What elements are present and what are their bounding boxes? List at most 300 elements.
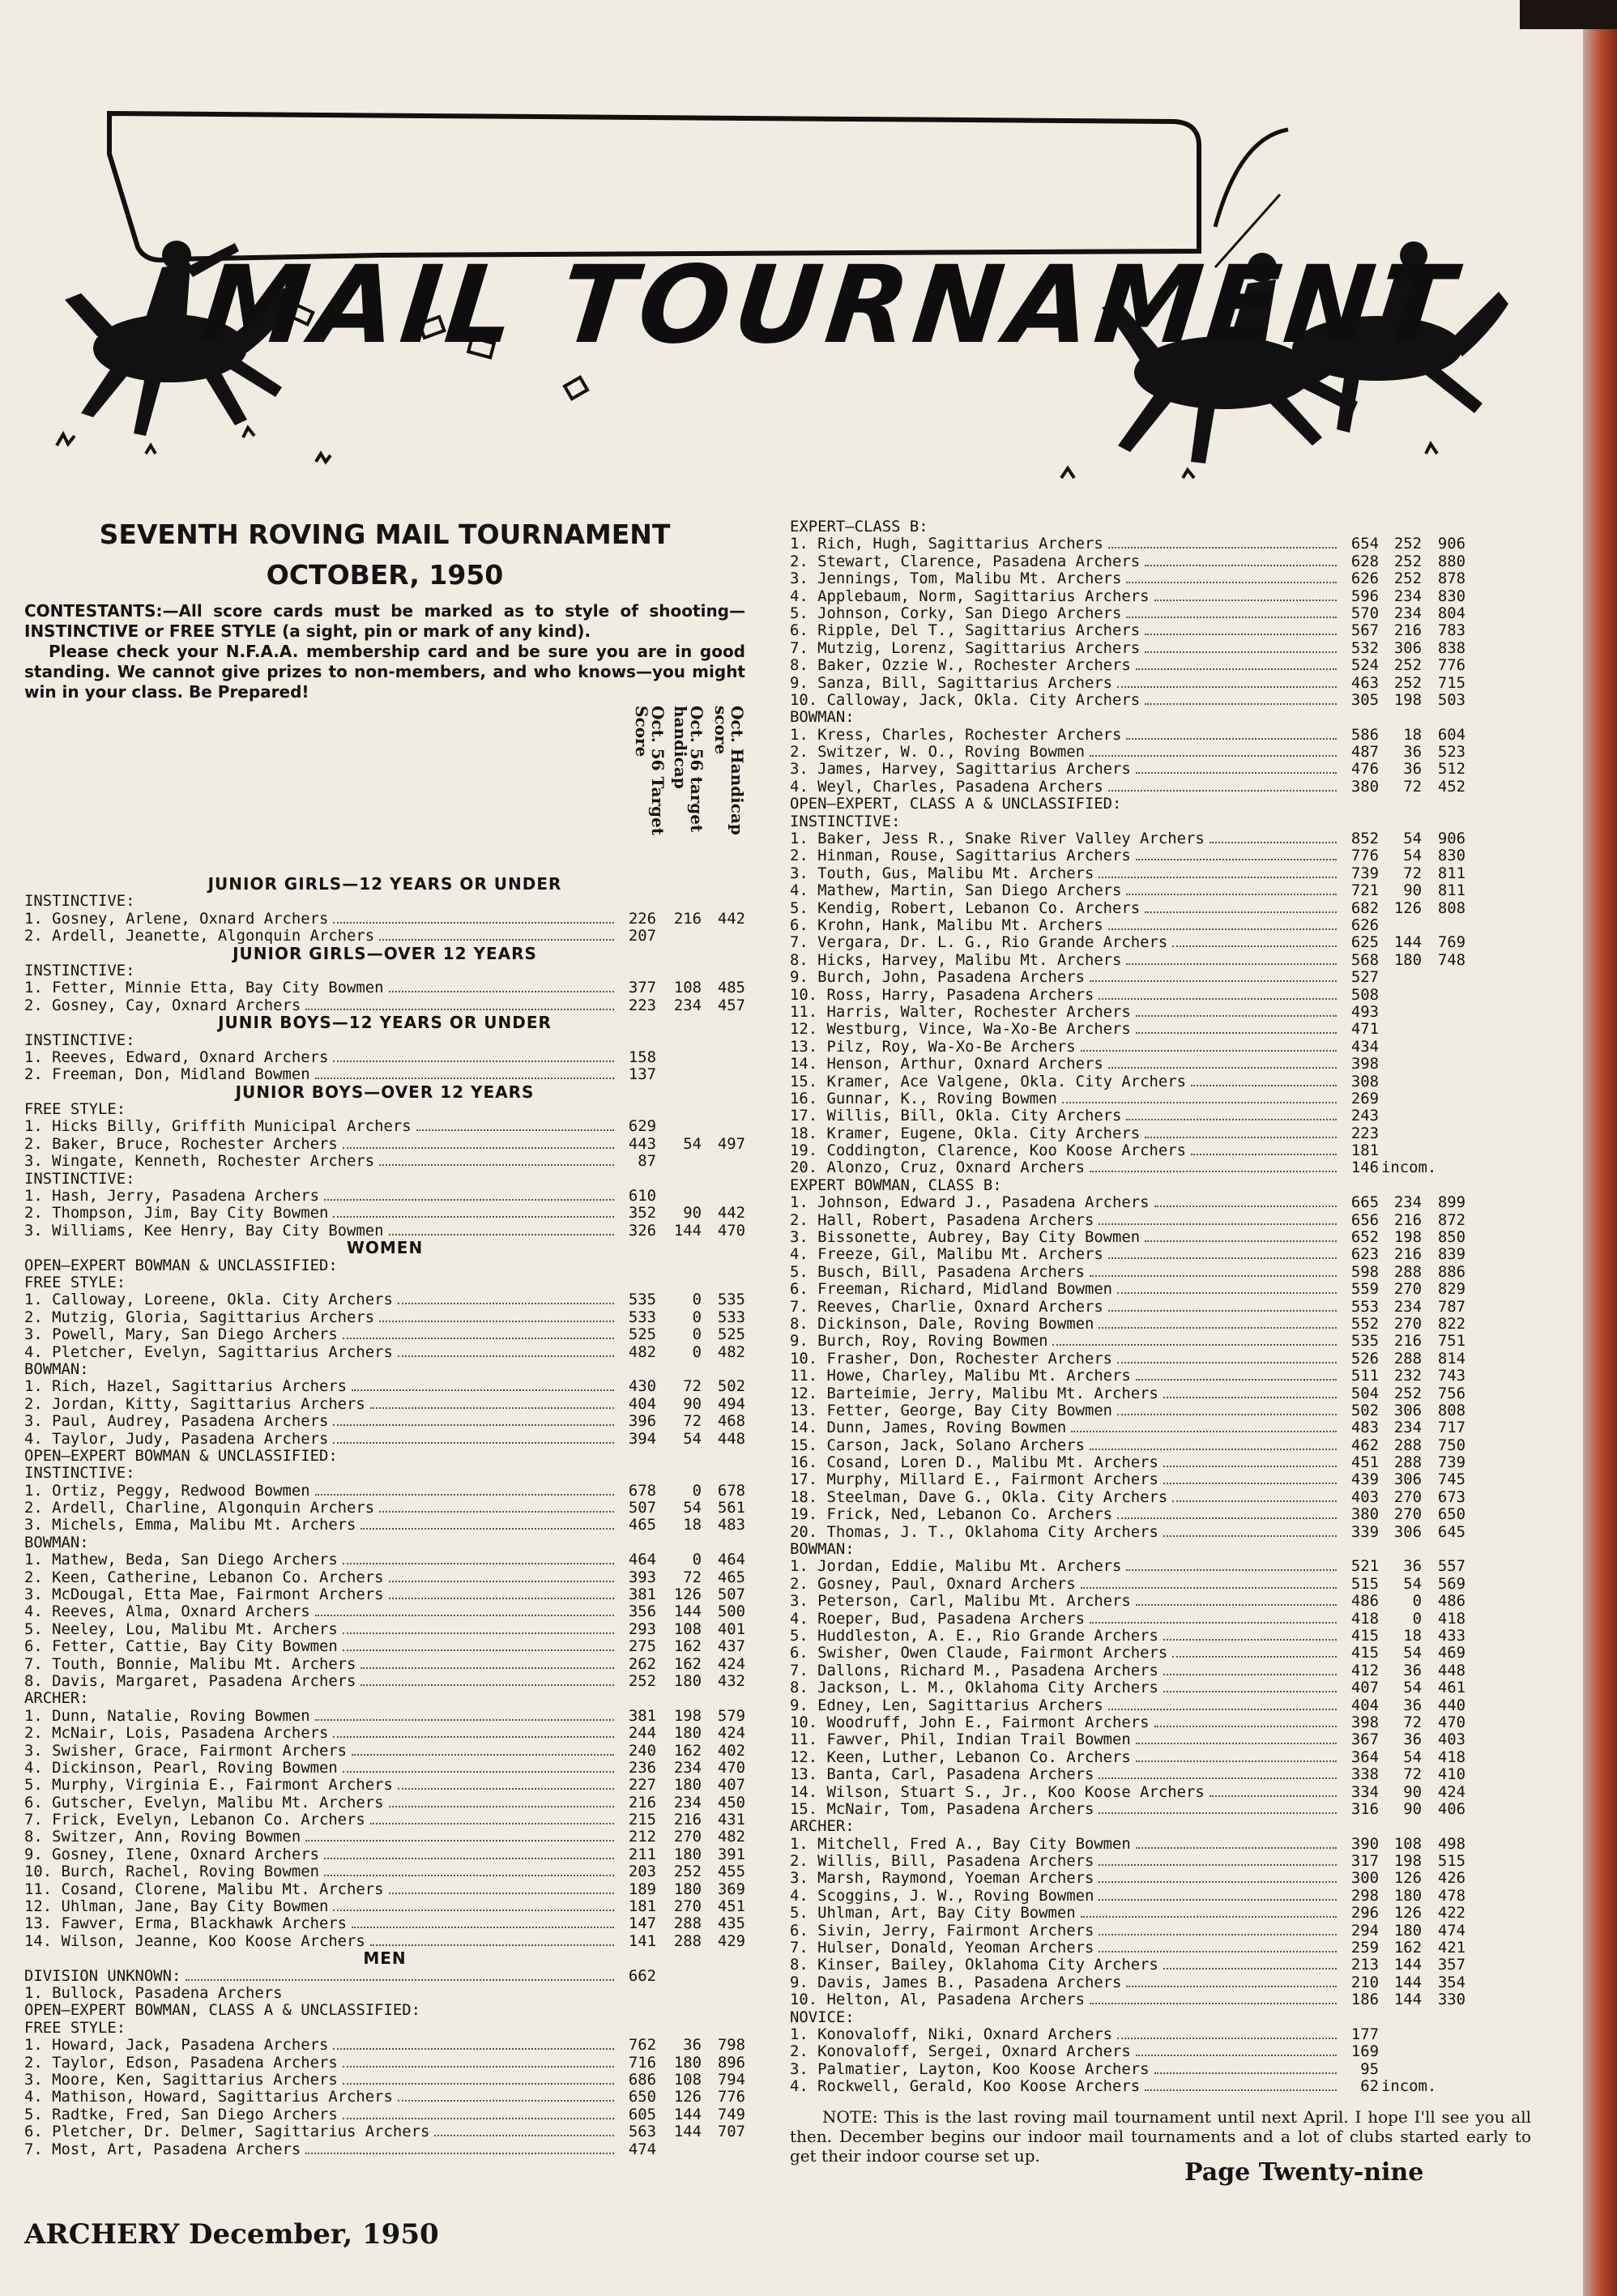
target-score: 240 bbox=[628, 1742, 656, 1760]
archer-name: 7. Frick, Evelyn, Lebanon Co. Archers bbox=[24, 1812, 365, 1829]
handicap-score: 808 bbox=[1437, 899, 1466, 917]
target-score: 87 bbox=[638, 1153, 656, 1171]
result-row bbox=[790, 570, 1531, 587]
archer-name: 5. Murphy, Virginia E., Fairmont Archers bbox=[24, 1777, 393, 1795]
target-handicap: 144 bbox=[1393, 934, 1422, 952]
target-score: 515 bbox=[1350, 1575, 1379, 1593]
result-row bbox=[790, 1888, 1531, 1905]
handicap-score: 896 bbox=[717, 2054, 745, 2072]
result-row bbox=[24, 2106, 745, 2123]
archer-name: 7. Mutzig, Lorenz, Sagittarius Archers bbox=[790, 639, 1141, 657]
target-handicap: 162 bbox=[1393, 1940, 1422, 1957]
archer-name: 6. Ripple, Del T., Sagittarius Archers bbox=[790, 622, 1141, 640]
target-handicap: 0 bbox=[1412, 1610, 1422, 1628]
archer-name: 8. Switzer, Ann, Roving Bowmen bbox=[24, 1829, 301, 1846]
target-score: 223 bbox=[1350, 1125, 1379, 1142]
leader-dots bbox=[1126, 963, 1337, 965]
result-row bbox=[790, 622, 1531, 639]
result-row bbox=[790, 934, 1531, 951]
handicap-score: 739 bbox=[1437, 1454, 1466, 1472]
archer-name: 12. Keen, Luther, Lebanon Co. Archers bbox=[790, 1748, 1131, 1766]
target-score: 275 bbox=[628, 1638, 656, 1656]
target-score: 762 bbox=[628, 2037, 656, 2055]
leader-dots bbox=[1108, 547, 1337, 548]
category-label: FREE STYLE: bbox=[24, 2019, 126, 2037]
handicap-score: 507 bbox=[717, 1586, 745, 1604]
result-row bbox=[24, 1795, 745, 1812]
target-score: 654 bbox=[1350, 536, 1379, 553]
leader-dots bbox=[343, 2083, 614, 2085]
target-score: 203 bbox=[628, 1863, 656, 1881]
handicap-score: 424 bbox=[717, 1655, 745, 1673]
target-score: 559 bbox=[1350, 1281, 1379, 1299]
leader-dots bbox=[1154, 1726, 1337, 1727]
target-handicap: 36 bbox=[1403, 1731, 1422, 1749]
archer-name: 6. Swisher, Owen Claude, Fairmont Archers bbox=[790, 1645, 1168, 1662]
section-heading: JUNIR BOYS—12 YEARS OR UNDER bbox=[218, 1014, 552, 1032]
target-score: 415 bbox=[1350, 1628, 1379, 1645]
target-handicap: 234 bbox=[1393, 1419, 1422, 1437]
leader-dots bbox=[1163, 1397, 1337, 1398]
target-score: 678 bbox=[628, 1482, 656, 1500]
result-row bbox=[24, 1517, 745, 1534]
result-row bbox=[790, 830, 1531, 847]
archer-name: 15. Kramer, Ace Valgene, Okla. City Archers bbox=[790, 1073, 1187, 1090]
section-heading: JUNIOR GIRLS—OVER 12 YEARS bbox=[233, 945, 537, 962]
leader-dots bbox=[1126, 894, 1337, 895]
target-handicap: 108 bbox=[1393, 1835, 1422, 1853]
target-handicap: 72 bbox=[1403, 1713, 1422, 1731]
binding-edge bbox=[1583, 0, 1617, 2296]
target-handicap: incom. bbox=[1381, 1159, 1437, 1177]
leader-dots bbox=[333, 1061, 614, 1062]
target-score: 294 bbox=[1350, 1922, 1379, 1940]
target-score: 381 bbox=[628, 1707, 656, 1725]
handicap-score: 678 bbox=[717, 1482, 745, 1500]
handicap-score: 743 bbox=[1437, 1368, 1466, 1385]
target-handicap: 144 bbox=[673, 2106, 702, 2123]
archer-name: 1. Kress, Charles, Rochester Archers bbox=[790, 726, 1122, 744]
target-score: 243 bbox=[1350, 1107, 1379, 1125]
leader-dots bbox=[1163, 1535, 1337, 1537]
archer-name: 2. Switzer, W. O., Roving Bowmen bbox=[790, 744, 1085, 762]
result-row bbox=[790, 900, 1531, 917]
archer-name: 9. Sanza, Bill, Sagittarius Archers bbox=[790, 674, 1113, 692]
archer-name: 8. Hicks, Harvey, Malibu Mt. Archers bbox=[790, 951, 1122, 969]
archer-name: 4. Rockwell, Gerald, Koo Koose Archers bbox=[790, 2078, 1141, 2096]
archer-name: 6. Sivin, Jerry, Fairmont Archers bbox=[790, 1922, 1094, 1940]
target-score: 776 bbox=[1350, 847, 1379, 865]
leader-dots bbox=[1090, 980, 1337, 982]
archer-name: 2. Stewart, Clarence, Pasadena Archers bbox=[790, 553, 1141, 570]
right-column bbox=[790, 519, 1531, 2166]
target-handicap: 162 bbox=[673, 1655, 702, 1673]
left-results-list bbox=[24, 876, 745, 2158]
binding-shadow bbox=[1520, 0, 1617, 29]
archer-name: 4. Pletcher, Evelyn, Sagittarius Archers bbox=[24, 1343, 393, 1361]
target-handicap: 234 bbox=[673, 996, 702, 1014]
handicap-score: 829 bbox=[1437, 1281, 1466, 1299]
target-handicap: 288 bbox=[1393, 1350, 1422, 1368]
archer-name: 4. Scoggins, J. W., Roving Bowmen bbox=[790, 1887, 1094, 1905]
result-row bbox=[790, 1489, 1531, 1506]
leader-dots bbox=[379, 1164, 614, 1166]
handicap-score: 455 bbox=[717, 1863, 745, 1881]
archer-name: 1. Gosney, Arlene, Oxnard Archers bbox=[24, 910, 329, 928]
target-score: 308 bbox=[1350, 1073, 1379, 1090]
target-score: 356 bbox=[628, 1603, 656, 1621]
result-row bbox=[24, 1291, 745, 1308]
leader-dots bbox=[370, 1944, 614, 1946]
target-handicap: 18 bbox=[683, 1517, 702, 1534]
archer-name: 4. Reeves, Alma, Oxnard Archers bbox=[24, 1603, 310, 1621]
handicap-score: 906 bbox=[1437, 536, 1466, 553]
target-handicap: 216 bbox=[1393, 1246, 1422, 1264]
result-row bbox=[790, 779, 1531, 796]
leader-dots bbox=[1108, 1709, 1337, 1710]
target-score: 598 bbox=[1350, 1263, 1379, 1281]
leader-dots bbox=[1145, 911, 1337, 913]
page-date: OCTOBER, 1950 bbox=[266, 559, 504, 591]
handicap-score: 442 bbox=[717, 910, 745, 928]
archer-name: 3. Bissonette, Aubrey, Bay City Bowmen bbox=[790, 1229, 1141, 1247]
target-score: 474 bbox=[628, 2140, 656, 2158]
target-handicap: 252 bbox=[1393, 553, 1422, 570]
handicap-score: 469 bbox=[1437, 1645, 1466, 1662]
target-handicap: 180 bbox=[673, 2054, 702, 2072]
target-score: 483 bbox=[1350, 1419, 1379, 1437]
archer-name: 3. James, Harvey, Sagittarius Archers bbox=[790, 761, 1131, 779]
leader-dots bbox=[1163, 1968, 1337, 1970]
leader-dots bbox=[1126, 1986, 1337, 1987]
target-score: 210 bbox=[1350, 1974, 1379, 1991]
archer-name: 3. Jennings, Tom, Malibu Mt. Archers bbox=[790, 570, 1122, 588]
target-score: 462 bbox=[1350, 1436, 1379, 1454]
archer-name: 14. Henson, Arthur, Oxnard Archers bbox=[790, 1056, 1103, 1073]
handicap-score: 403 bbox=[1437, 1731, 1466, 1749]
leader-dots bbox=[1090, 1622, 1337, 1624]
target-score: 526 bbox=[1350, 1350, 1379, 1368]
leader-dots bbox=[361, 1528, 614, 1530]
leader-dots bbox=[324, 1199, 614, 1201]
handicap-score: 769 bbox=[1437, 934, 1466, 952]
target-handicap: 198 bbox=[1393, 1229, 1422, 1247]
result-row bbox=[790, 1506, 1531, 1523]
target-handicap: 72 bbox=[683, 1568, 702, 1586]
archer-name: 5. Kendig, Robert, Lebanon Co. Archers bbox=[790, 899, 1141, 917]
handicap-score: 431 bbox=[717, 1812, 745, 1829]
archer-name: 19. Frick, Ned, Lebanon Co. Archers bbox=[790, 1506, 1113, 1524]
archer-name: 8. Davis, Margaret, Pasadena Archers bbox=[24, 1672, 356, 1690]
handicap-score: 465 bbox=[717, 1568, 745, 1586]
handicap-score: 830 bbox=[1437, 847, 1466, 865]
leader-dots bbox=[305, 1840, 614, 1841]
category-label: 1. Bullock, Pasadena Archers bbox=[24, 1985, 283, 2002]
target-handicap: 270 bbox=[1393, 1488, 1422, 1506]
section-heading: WOMEN bbox=[346, 1240, 424, 1257]
result-row bbox=[790, 1593, 1531, 1610]
target-handicap: 90 bbox=[1403, 882, 1422, 900]
target-handicap: 144 bbox=[673, 2123, 702, 2141]
result-row bbox=[24, 2089, 745, 2106]
target-score: 305 bbox=[1350, 691, 1379, 709]
archer-name: 6. Fetter, Cattie, Bay City Bowmen bbox=[24, 1638, 338, 1656]
target-score: 141 bbox=[628, 1932, 656, 1950]
result-row bbox=[24, 1569, 745, 1586]
archer-name: 10. Ross, Harry, Pasadena Archers bbox=[790, 986, 1094, 1004]
archer-name: 1. Calloway, Loreene, Okla. City Archers bbox=[24, 1291, 393, 1309]
target-handicap: 288 bbox=[1393, 1454, 1422, 1472]
closing-note: NOTE: This is the last roving mail tournament until next April. I hope I'll see you all then. December begins our indoor mail tournaments and a lot of clubs started early to get their indoor course set up. bbox=[790, 2106, 1531, 2166]
archer-name: 1. Konovaloff, Niki, Oxnard Archers bbox=[790, 2025, 1113, 2043]
handicap-score: 500 bbox=[717, 1603, 745, 1621]
handicap-score: 880 bbox=[1437, 553, 1466, 570]
handicap-score: 406 bbox=[1437, 1800, 1466, 1818]
target-handicap: 54 bbox=[683, 1430, 702, 1448]
archer-name: 2. Freeman, Don, Midland Bowmen bbox=[24, 1066, 310, 1084]
archer-name: 5. Neeley, Lou, Malibu Mt. Archers bbox=[24, 1620, 338, 1638]
archer-name: 9. Burch, John, Pasadena Archers bbox=[790, 969, 1085, 987]
result-row bbox=[790, 1107, 1531, 1125]
archer-name: 8. Kinser, Bailey, Oklahoma City Archers bbox=[790, 1957, 1158, 1974]
target-handicap: 270 bbox=[1393, 1281, 1422, 1299]
result-row bbox=[790, 1471, 1531, 1488]
leader-dots bbox=[305, 1009, 614, 1010]
target-score: 563 bbox=[628, 2123, 656, 2141]
leader-dots bbox=[352, 1927, 614, 1928]
target-score: 334 bbox=[1350, 1783, 1379, 1801]
handicap-score: 776 bbox=[1437, 657, 1466, 675]
page-title: SEVENTH ROVING MAIL TOURNAMENT bbox=[99, 519, 671, 550]
target-handicap: 36 bbox=[1403, 1558, 1422, 1576]
banner-title: MAIL TOURNAMENT bbox=[195, 243, 1464, 368]
handicap-score: 422 bbox=[1437, 1905, 1466, 1923]
handicap-score: 357 bbox=[1437, 1957, 1466, 1974]
target-handicap: 72 bbox=[1403, 864, 1422, 882]
target-handicap: 54 bbox=[1403, 847, 1422, 865]
archer-name: 13. Fetter, George, Bay City Bowmen bbox=[790, 1402, 1113, 1419]
target-score: 412 bbox=[1350, 1662, 1379, 1679]
target-handicap: 126 bbox=[1393, 1905, 1422, 1923]
target-handicap: 126 bbox=[673, 1586, 702, 1604]
leader-dots bbox=[1136, 2055, 1337, 2056]
target-score: 293 bbox=[628, 1620, 656, 1638]
target-handicap: 180 bbox=[1393, 1887, 1422, 1905]
handicap-score: 525 bbox=[717, 1326, 745, 1344]
handicap-score: 523 bbox=[1437, 744, 1466, 762]
archer-name: 3. Wingate, Kenneth, Rochester Archers bbox=[24, 1153, 375, 1171]
result-row bbox=[24, 1933, 745, 1950]
result-row bbox=[790, 1090, 1531, 1107]
target-handicap: 270 bbox=[1393, 1315, 1422, 1333]
result-row bbox=[790, 1784, 1531, 1801]
archer-name: 2. McNair, Lois, Pasadena Archers bbox=[24, 1725, 329, 1743]
leader-dots bbox=[305, 2153, 614, 2154]
leader-dots bbox=[398, 1355, 614, 1357]
leader-dots bbox=[1145, 565, 1337, 566]
leader-dots bbox=[1145, 651, 1337, 653]
target-handicap: 180 bbox=[673, 1846, 702, 1863]
target-score: 262 bbox=[628, 1655, 656, 1673]
target-handicap: 162 bbox=[673, 1742, 702, 1760]
result-row bbox=[790, 1281, 1531, 1298]
archer-name: 4. Dickinson, Pearl, Roving Bowmen bbox=[24, 1759, 338, 1777]
handicap-score: 535 bbox=[717, 1291, 745, 1309]
target-score: 625 bbox=[1350, 934, 1379, 952]
archer-name: 7. Dallons, Richard M., Pasadena Archers bbox=[790, 1662, 1158, 1679]
target-handicap: 288 bbox=[1393, 1263, 1422, 1281]
archer-name: 1. Jordan, Eddie, Malibu Mt. Archers bbox=[790, 1558, 1122, 1576]
result-row bbox=[790, 536, 1531, 553]
archer-name: 1. Ortiz, Peggy, Redwood Bowmen bbox=[24, 1482, 310, 1500]
leader-dots bbox=[1126, 738, 1337, 740]
handicap-score: 899 bbox=[1437, 1194, 1466, 1212]
result-row bbox=[790, 865, 1531, 882]
leader-dots bbox=[398, 2100, 614, 2102]
result-row bbox=[24, 1066, 745, 1083]
target-score: 504 bbox=[1350, 1385, 1379, 1402]
result-row bbox=[24, 1915, 745, 1932]
target-handicap: 0 bbox=[692, 1551, 702, 1569]
handicap-score: 557 bbox=[1437, 1558, 1466, 1576]
archer-name: 5. Uhlman, Art, Bay City Bowmen bbox=[790, 1905, 1076, 1923]
target-handicap: 108 bbox=[673, 1620, 702, 1638]
leader-dots bbox=[1099, 1777, 1337, 1779]
handicap-score: 494 bbox=[717, 1395, 745, 1413]
leader-dots bbox=[379, 939, 614, 941]
archer-name: 3. Powell, Mary, San Diego Archers bbox=[24, 1326, 338, 1344]
target-score: 570 bbox=[1350, 604, 1379, 622]
leader-dots bbox=[1136, 1760, 1337, 1762]
handicap-score: 515 bbox=[1437, 1853, 1466, 1871]
category-label: NOVICE: bbox=[790, 2008, 855, 2026]
archer-name: 20. Alonzo, Cruz, Oxnard Archers bbox=[790, 1159, 1085, 1177]
leader-dots bbox=[1117, 1414, 1337, 1415]
archer-name: 1. Fetter, Minnie Etta, Bay City Bowmen bbox=[24, 979, 384, 997]
leader-dots bbox=[315, 1615, 614, 1616]
result-row bbox=[24, 1603, 745, 1620]
leader-dots bbox=[1108, 1310, 1337, 1312]
target-score: 629 bbox=[628, 1118, 656, 1136]
target-score: 502 bbox=[1350, 1402, 1379, 1419]
target-score: 381 bbox=[628, 1586, 656, 1604]
archer-name: 2. Baker, Bruce, Rochester Archers bbox=[24, 1135, 338, 1153]
archer-name: 14. Wilson, Stuart S., Jr., Koo Koose Archers bbox=[790, 1783, 1205, 1801]
handicap-score: 751 bbox=[1437, 1333, 1466, 1351]
leader-dots bbox=[1090, 1449, 1337, 1450]
target-handicap: 198 bbox=[1393, 691, 1422, 709]
handicap-score: 808 bbox=[1437, 1402, 1466, 1419]
target-handicap: 234 bbox=[673, 1794, 702, 1812]
result-row bbox=[790, 1299, 1531, 1316]
result-row bbox=[790, 727, 1531, 744]
archer-name: 1. Reeves, Edward, Oxnard Archers bbox=[24, 1048, 329, 1066]
handicap-score: 569 bbox=[1437, 1575, 1466, 1593]
result-row bbox=[24, 2072, 745, 2089]
target-handicap: 306 bbox=[1393, 1523, 1422, 1541]
target-handicap: 270 bbox=[1393, 1506, 1422, 1524]
target-score: 186 bbox=[1350, 1991, 1379, 2009]
handicap-score: 503 bbox=[1437, 691, 1466, 709]
archer-name: 1. Rich, Hazel, Sagittarius Archers bbox=[24, 1378, 348, 1396]
handicap-score: 402 bbox=[717, 1742, 745, 1760]
result-row bbox=[24, 1743, 745, 1760]
leader-dots bbox=[1172, 1500, 1337, 1502]
handicap-score: 432 bbox=[717, 1672, 745, 1690]
left-column bbox=[24, 515, 745, 2158]
target-score: 212 bbox=[628, 1829, 656, 1846]
result-row bbox=[790, 1125, 1531, 1142]
target-score: 338 bbox=[1350, 1766, 1379, 1784]
target-score: 215 bbox=[628, 1812, 656, 1829]
leader-dots bbox=[1108, 1067, 1337, 1069]
result-row bbox=[24, 1396, 745, 1413]
archer-name: 16. Cosand, Loren D., Malibu Mt. Archers bbox=[790, 1454, 1158, 1472]
result-row bbox=[790, 1731, 1531, 1748]
result-row bbox=[24, 1656, 745, 1673]
target-score: 398 bbox=[1350, 1713, 1379, 1731]
handicap-score: 794 bbox=[717, 2071, 745, 2089]
result-row bbox=[790, 1316, 1531, 1333]
handicap-score: 886 bbox=[1437, 1263, 1466, 1281]
section-heading: JUNIOR GIRLS—12 YEARS OR UNDER bbox=[207, 876, 562, 894]
target-score: 596 bbox=[1350, 587, 1379, 605]
handicap-score: 437 bbox=[717, 1638, 745, 1656]
result-row bbox=[24, 1725, 745, 1742]
target-score: 300 bbox=[1350, 1870, 1379, 1888]
handicap-score: 787 bbox=[1437, 1298, 1466, 1316]
leader-dots bbox=[1062, 1102, 1337, 1103]
target-score: 552 bbox=[1350, 1315, 1379, 1333]
leader-dots bbox=[389, 991, 614, 992]
archer-name: 2. Hinman, Rouse, Sagittarius Archers bbox=[790, 847, 1131, 865]
archer-name: 15. McNair, Tom, Pasadena Archers bbox=[790, 1800, 1094, 1818]
target-score: 465 bbox=[628, 1517, 656, 1534]
section-heading: MEN bbox=[363, 1950, 407, 1968]
target-score: 568 bbox=[1350, 951, 1379, 969]
result-row bbox=[24, 1621, 745, 1638]
target-score: 393 bbox=[628, 1568, 656, 1586]
target-score: 471 bbox=[1350, 1021, 1379, 1039]
handicap-score: 482 bbox=[717, 1343, 745, 1361]
result-row bbox=[790, 2043, 1531, 2060]
result-row bbox=[790, 1836, 1531, 1853]
leader-dots bbox=[1090, 1275, 1337, 1277]
leader-dots bbox=[1145, 703, 1337, 705]
target-score: 533 bbox=[628, 1308, 656, 1326]
result-row bbox=[790, 1159, 1531, 1176]
result-row bbox=[24, 1431, 745, 1448]
leader-dots bbox=[1099, 1223, 1337, 1225]
leader-dots bbox=[333, 1442, 614, 1444]
result-row bbox=[24, 1205, 745, 1222]
target-handicap: 216 bbox=[1393, 622, 1422, 640]
target-score: 403 bbox=[1350, 1488, 1379, 1506]
instructions-paragraph-1: CONTESTANTS:—All score cards must be marked as to style of shooting—INSTINCTIVE or FREE STYLE (a sight, pin or mark of any kind). bbox=[24, 601, 745, 641]
archer-name: 11. Harris, Walter, Rochester Archers bbox=[790, 1003, 1131, 1021]
archer-name: 7. Hulser, Donald, Yeoman Archers bbox=[790, 1940, 1094, 1957]
category-label: INSTINCTIVE: bbox=[24, 1170, 135, 1188]
handicap-score: 470 bbox=[717, 1222, 745, 1240]
target-score: 739 bbox=[1350, 864, 1379, 882]
category-label: OPEN—EXPERT BOWMAN & UNCLASSIFIED: bbox=[24, 1447, 338, 1465]
target-handicap: 36 bbox=[1403, 1662, 1422, 1679]
target-score: 226 bbox=[628, 910, 656, 928]
target-score: 216 bbox=[628, 1794, 656, 1812]
archer-name: 1. Howard, Jack, Pasadena Archers bbox=[24, 2037, 329, 2055]
result-row bbox=[24, 1708, 745, 1725]
result-row bbox=[790, 553, 1531, 570]
